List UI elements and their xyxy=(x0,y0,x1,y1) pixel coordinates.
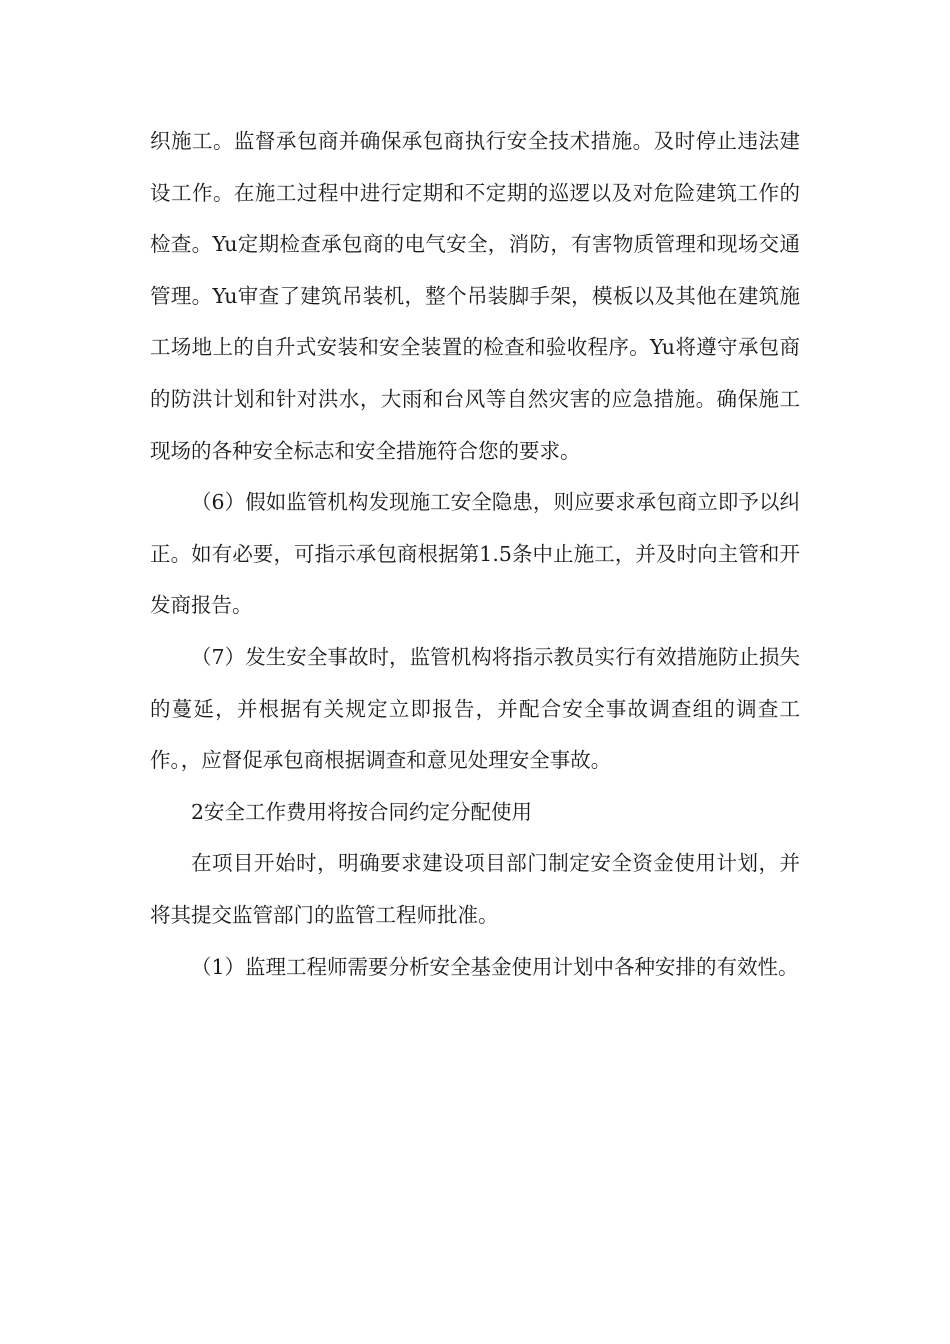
section-heading-2: 2安全工作费用将按合同约定分配使用 xyxy=(191,799,533,824)
paragraph-continued-supervision: 织施工。监督承包商并确保承包商执行安全技术措施。及时停止违法建设工作。在施工过程中进行定期和不定期的巡逻以及对危险建筑工作的检查。Yu定期检查承包商的电气安全，消防，有害物质管理和现场交通管理。Yu审查了建筑吊装机，整个吊装脚手架，模板以及其他在建筑施工场地上的自升式安装和安全装置的检查和验收程序。Yu将遵守承包商的防洪计划和针对洪水，大雨和台风等自然灾害的应急措施。确保施工现场的各种安全标志和安全措施符合您的要求。 xyxy=(150,129,800,463)
document-body xyxy=(150,116,800,993)
paragraph-item-6: （6）假如监管机构发现施工安全隐患，则应要求承包商立即予以纠正。如有必要，可指示承包商根据第1.5条中止施工，并及时向主管和开发商报告。 xyxy=(150,490,800,618)
paragraph-item-7: （7）发生安全事故时，监管机构将指示教员实行有效措施防止损失的蔓延，并根据有关规定立即报告，并配合安全事故调查组的调查工作。，应督促承包商根据调查和意见处理安全事故。 xyxy=(150,644,800,773)
paragraph-safety-fund-plan: 在项目开始时，明确要求建设项目部门制定安全资金使用计划，并将其提交监管部门的监管工程师批准。 xyxy=(150,851,800,927)
paragraph-item-1: （1）监理工程师需要分析安全基金使用计划中各种安排的有效性。 xyxy=(191,954,799,979)
